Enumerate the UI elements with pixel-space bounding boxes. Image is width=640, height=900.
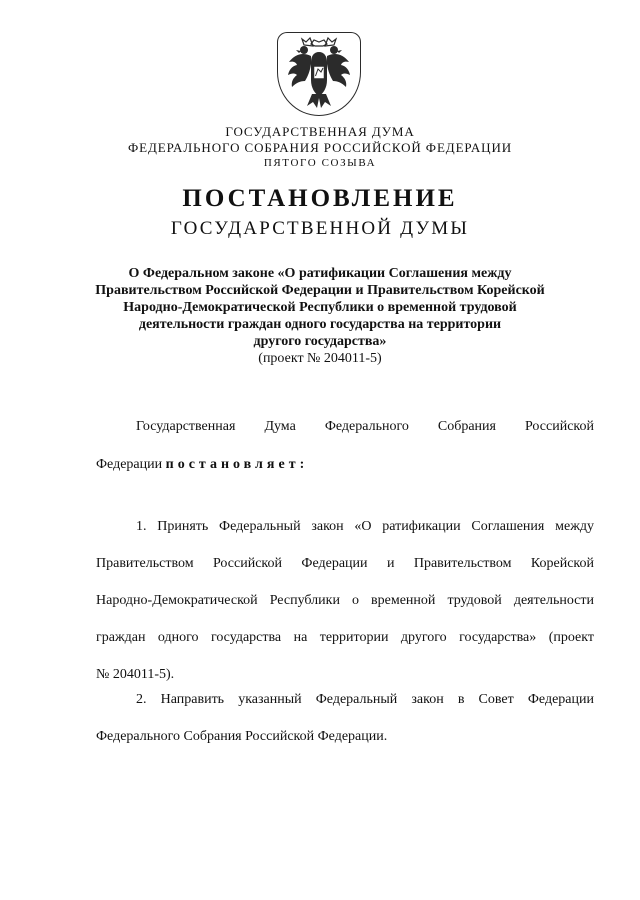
item-1-line: 1. Принять Федеральный закон «О ратификации Соглашения между [136,519,594,534]
item-2-line: Федерального Собрания Российской Федерации. [96,729,388,744]
preamble-line: Государственная Дума Федерального Собрания Российской [136,419,594,434]
item-2-paragraph [96,691,594,746]
document-title: ПОСТАНОВЛЕНИЕ [182,185,458,212]
subject-line: деятельности граждан одного государства на территории [138,317,502,332]
item-1-line: Правительством Российской Федерации и Правительством Корейской [96,556,594,571]
item-1-line: граждан одного государства на территории другого государства» (проект [96,630,594,645]
document-subtitle: ГОСУДАРСТВЕННОЙ ДУМЫ [170,218,470,239]
header-assembly: ФЕДЕРАЛЬНОГО СОБРАНИЯ РОССИЙСКОЙ ФЕДЕРАЦИИ [127,140,513,155]
document-subject [90,265,550,367]
item-1-paragraph [96,518,594,684]
subject-line: О Федеральном законе «О ратификации Соглашения между [128,266,512,281]
preamble-federation: Федерации [96,457,163,472]
subject-line: Народно-Демократической Республики о временной трудовой [123,300,517,315]
double-headed-eagle-emblem-icon [283,34,355,112]
item-1-line: Народно-Демократической Республики о временной трудовой деятельности [96,593,594,608]
preamble-paragraph [96,418,594,474]
preamble-line [96,456,594,474]
header-organization: ГОСУДАРСТВЕННАЯ ДУМА [225,124,415,139]
project-number: (проект № 204011-5) [258,351,382,366]
header-convocation: ПЯТОГО СОЗЫВА [263,157,377,169]
item-2-line: 2. Направить указанный Федеральный закон в Совет Федерации [136,692,594,707]
item-1-line: № 204011-5). [96,667,175,682]
subject-line: Правительством Российской Федерации и Правительством Корейской [95,283,545,298]
preamble-resolves: постановляет: [165,457,309,472]
subject-line: другого государства» [253,334,387,349]
